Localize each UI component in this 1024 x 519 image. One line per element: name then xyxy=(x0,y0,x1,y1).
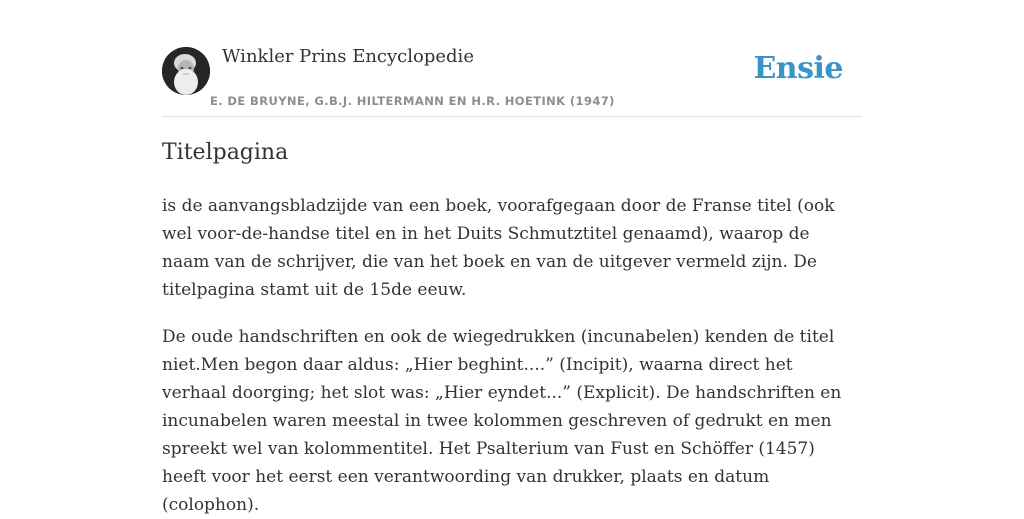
source-title[interactable]: Winkler Prins Encyclopedie xyxy=(222,46,474,67)
source-header xyxy=(162,0,862,117)
article-paragraph: De oude handschriften en ook de wiegedrukken (incunabelen) kenden de titel niet.Men begon daar aldus: „Hier beghint....” (Incipit), waarna direct het verhaal doorging; het slot was: „Hier eyndet...” (Explicit). De handschriften en incunabelen waren meestal in twee kolommen geschreven of gedrukt en men spreekt wel van kolommentitel. Het Psalterium van Fust en Schöffer (1457) heeft voor het eerst een verantwoording van drukker, plaats en datum (colophon). xyxy=(162,327,842,515)
source-authors: E. DE BRUYNE, G.B.J. HILTERMANN EN H.R. HOETINK (1947) xyxy=(210,94,615,108)
author-avatar xyxy=(162,47,210,95)
article-paragraph: is de aanvangsbladzijde van een boek, voorafgegaan door de Franse titel (ook wel voor-de-handse titel en in het Duits Schmutztitel genaamd), waarop de naam van de schrijver, die van het boek en van de uitgever vermeld zijn. De titelpagina stamt uit de 15de eeuw. xyxy=(162,196,835,300)
article-title: Titelpagina xyxy=(162,140,289,165)
bearded-man-portrait-icon xyxy=(162,47,210,95)
page-container xyxy=(162,0,862,515)
brand-logo[interactable]: Ensie xyxy=(753,51,843,86)
